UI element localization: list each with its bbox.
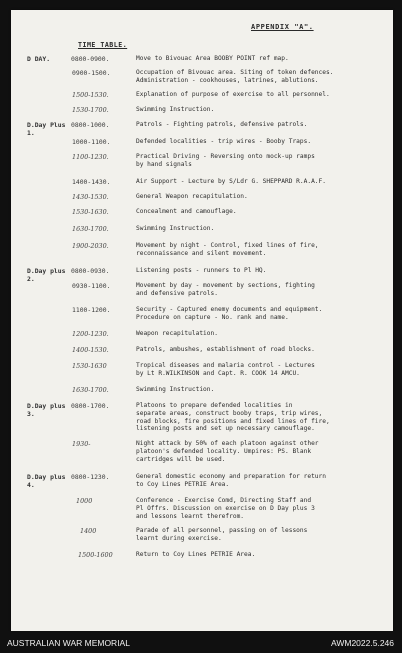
row-description: Concealment and camouflage. xyxy=(136,208,237,215)
row-time: 1630-1700. xyxy=(72,225,109,233)
row-time: 1430-1530. xyxy=(72,193,109,201)
row-time: 1000 xyxy=(76,497,93,505)
row-description: Return to Coy Lines PETRIE Area. xyxy=(136,551,256,558)
row-time: 1900-2030. xyxy=(72,242,109,250)
row-description: Movement by day - movement by sections, fighting and defensive patrols. xyxy=(136,282,315,297)
row-time: 0800-1230. xyxy=(71,473,110,481)
row-description: Movement by night - Control, fixed lines of fire, reconnaissance and silent movement. xyxy=(136,242,319,257)
row-day-label: D.Day Plus 1. xyxy=(27,121,66,137)
row-description: Night attack by 50% of each platoon against other platoon's defended locality. Umpires: PS. Blank cartridges will be used. xyxy=(136,440,319,463)
row-time: 0800-1700. xyxy=(71,402,110,410)
row-time: 1630-1700. xyxy=(72,386,109,394)
row-day-label: D.Day plus 3. xyxy=(27,402,66,418)
row-time: 0800-0930. xyxy=(71,267,110,275)
row-description: Practical Driving - Reversing onto mock-up ramps by hand signals xyxy=(136,153,315,168)
row-description: Defended localities - trip wires - Booby Traps. xyxy=(136,138,312,145)
row-description: Swimming Instruction. xyxy=(136,106,215,113)
footer-institution: AUSTRALIAN WAR MEMORIAL xyxy=(7,638,130,648)
row-description: Conference - Exercise Comd, Directing Staff and Pl Offrs. Discussion on exercise on D Day plus 3 and lessons learnt therefrom. xyxy=(136,497,315,520)
document-page xyxy=(11,10,393,631)
footer-bar xyxy=(0,631,402,653)
row-time: 0900-1500. xyxy=(72,69,111,77)
row-description: Patrols - Fighting patrols, defensive patrols. xyxy=(136,121,308,128)
row-time: 1500-1600 xyxy=(78,551,113,559)
row-description: Swimming Instruction. xyxy=(136,386,215,393)
row-time: 1000-1100. xyxy=(72,138,111,146)
row-time: 1500-1530. xyxy=(72,91,109,99)
row-description: Security - Captured enemy documents and equipment. Procedure on capture - No. rank and name. xyxy=(136,306,323,321)
row-time: 0800-0900. xyxy=(71,55,110,63)
row-description: Explanation of purpose of exercise to all personnel. xyxy=(136,91,330,98)
row-description: Air Support - Lecture by S/Ldr G. SHEPPARD R.A.A.F. xyxy=(136,178,326,185)
row-time: 1530-1700. xyxy=(72,106,109,114)
row-description: Tropical diseases and malaria control - Lectures by Lt R.WILKINSON and Capt. R. COOK 14 AMCU. xyxy=(136,362,315,377)
row-description: Platoons to prepare defended localities in separate areas, construct booby traps, trip wires, road blocks, fire positions and fixed lines of fire, listening posts and set up necessary camouflage. xyxy=(136,402,330,433)
row-time: 1100-1200. xyxy=(72,306,111,314)
row-day-label: D.Day plus 4. xyxy=(27,473,66,489)
row-description: General Weapon recapitulation. xyxy=(136,193,248,200)
appendix-heading: APPENDIX "A". xyxy=(251,23,314,31)
row-day-label: D.Day plus 2. xyxy=(27,267,66,283)
row-description: Patrols, ambushes, establishment of road blocks. xyxy=(136,346,315,353)
row-time: 1530-1630. xyxy=(72,208,109,216)
row-time: 1400 xyxy=(80,527,97,535)
row-time: 1100-1230. xyxy=(72,153,109,161)
row-time: 1400-1430. xyxy=(72,178,111,186)
row-day-label: D DAY. xyxy=(27,55,51,63)
row-description: General domestic economy and preparation for return to Coy Lines PETRIE Area. xyxy=(136,473,326,488)
row-time: 1400-1530. xyxy=(72,346,109,354)
row-time: 1530-1630 xyxy=(72,362,107,370)
row-description: Occupation of Bivouac area. Siting of token defences. Administration - cookhouses, latrines, ablutions. xyxy=(136,69,334,84)
row-time: 1200-1230. xyxy=(72,330,109,338)
time-table-title: TIME TABLE. xyxy=(78,41,128,49)
row-description: Weapon recapitulation. xyxy=(136,330,218,337)
row-time: 1930- xyxy=(72,440,91,448)
row-description: Move to Bivouac Area BOOBY POINT ref map. xyxy=(136,55,289,62)
footer-accession-number: AWM2022.5.246 xyxy=(331,638,394,648)
row-description: Listening posts - runners to Pl HQ. xyxy=(136,267,267,274)
row-description: Swimming Instruction. xyxy=(136,225,215,232)
row-description: Parade of all personnel, passing on of lessons learnt during exercise. xyxy=(136,527,308,542)
row-time: 0800-1000. xyxy=(71,121,110,129)
row-time: 0930-1100. xyxy=(72,282,111,290)
